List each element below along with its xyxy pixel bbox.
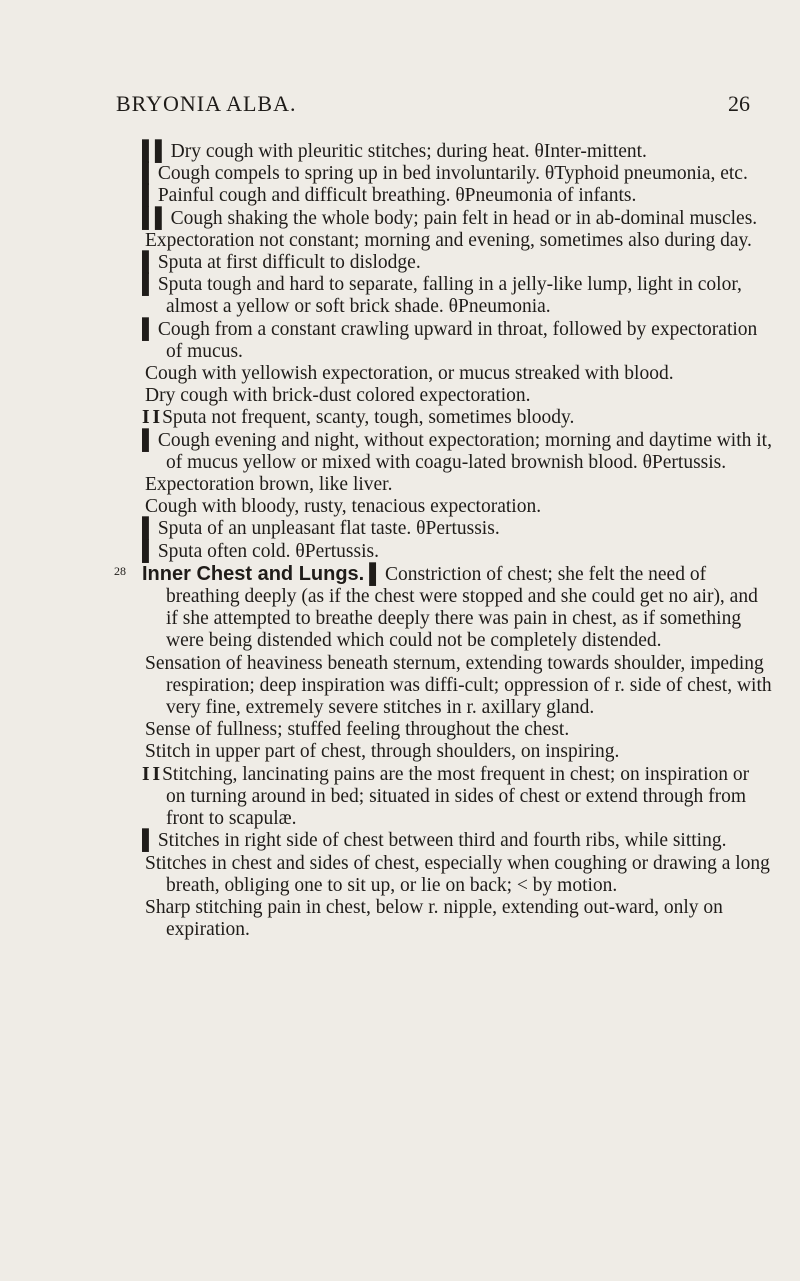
grade-marker: ▌ <box>369 563 382 585</box>
page-body <box>114 141 772 941</box>
symptom-entry <box>142 853 772 897</box>
section-number: 28 <box>114 563 126 578</box>
symptom-text: Expectoration brown, like liver. <box>145 474 393 496</box>
symptom-text: Sharp stitching pain in chest, below r. nipple, extending out-ward, only on expiration. <box>145 896 723 941</box>
grade-marker: ▌ <box>142 518 155 540</box>
symptom-entry <box>142 830 772 852</box>
symptom-entry <box>142 141 772 163</box>
symptom-text: Sputa tough and hard to separate, falling in a jelly-like lump, light in color, almost a yellow or soft brick shade. θPneumonia. <box>157 274 742 318</box>
symptom-entry <box>142 319 772 363</box>
section-heading: Inner Chest and Lungs. <box>142 562 365 585</box>
grade-marker: ▌ <box>142 830 155 852</box>
section-first-entry <box>142 563 772 653</box>
symptom-text: Cough with yellowish expectoration, or mucus streaked with blood. <box>145 363 674 385</box>
running-head-title: BRYONIA ALBA. <box>116 91 297 116</box>
symptom-entry <box>142 474 772 496</box>
grade-marker: I I <box>142 407 160 429</box>
grade-marker: ▌ <box>142 185 155 207</box>
symptom-text: Sputa often cold. θPertussis. <box>157 540 379 562</box>
symptom-text: Painful cough and difficult breathing. θPneumonia of infants. <box>157 185 637 207</box>
symptom-text: Cough with bloody, rusty, tenacious expectoration. <box>145 496 542 518</box>
grade-marker: ▌ <box>142 429 155 451</box>
grade-marker: ▌ <box>142 252 155 274</box>
symptom-text: Sense of fullness; stuffed feeling throughout the chest. <box>145 719 570 741</box>
grade-marker: ▌▌ <box>142 207 168 229</box>
grade-marker: ▌ <box>142 318 155 340</box>
symptom-entry <box>142 653 772 720</box>
symptom-entry <box>142 719 772 741</box>
symptom-entry <box>142 274 772 318</box>
symptom-text: Expectoration not constant; morning and evening, sometimes also during day. <box>145 229 752 251</box>
grade-marker: ▌ <box>142 274 155 296</box>
grade-marker: ▌▌ <box>142 141 168 162</box>
symptom-text: Cough shaking the whole body; pain felt in head or in ab-dominal muscles. <box>170 207 758 229</box>
symptom-entry <box>142 363 772 385</box>
symptom-entry <box>142 496 772 518</box>
symptom-text: Stitches in right side of chest between third and fourth ribs, while sitting. <box>157 830 727 852</box>
symptom-text: Dry cough with brick-dust colored expectoration. <box>145 385 531 407</box>
symptom-entry <box>142 230 772 252</box>
symptom-entry <box>142 764 772 831</box>
page-number: 26 <box>728 91 750 116</box>
symptom-entry <box>142 518 772 540</box>
symptom-text: Stitches in chest and sides of chest, especially when coughing or drawing a long breath, obliging one to sit up, or lie on back; < by motion. <box>145 852 770 896</box>
symptom-text: Sputa of an unpleasant flat taste. θPertussis. <box>157 518 500 540</box>
symptom-entry <box>142 541 772 563</box>
symptom-text: Sensation of heaviness beneath sternum, extending towards shoulder, impeding respiration; deep inspiration was diffi-cult; oppression of r. side of chest, with very fine, extremely severe stitches in r. axillary gland. <box>145 652 772 719</box>
section-inner-chest <box>114 562 772 653</box>
grade-marker: I I <box>142 763 160 785</box>
symptom-text: Dry cough with pleuritic stitches; during heat. θInter-mittent. <box>170 141 647 162</box>
symptom-text: Cough compels to spring up in bed involuntarily. θTyphoid pneumonia, etc. <box>157 163 748 185</box>
symptom-text: Stitch in upper part of chest, through shoulders, on inspiring. <box>145 741 620 763</box>
symptom-text: Constriction of chest; she felt the need of breathing deeply (as if the chest were stopped and she could get no air), and if she attempted to breathe deeply there was pain in chest, as if something were being distended which could not be completely distended. <box>166 563 758 652</box>
symptom-text: Cough evening and night, without expectoration; morning and daytime with it, of mucus yellow or mixed with coagu-lated brownish blood. θPertussis. <box>157 429 772 473</box>
symptom-entry <box>142 407 772 429</box>
symptom-entry <box>142 897 772 941</box>
grade-marker: ▌ <box>142 163 155 185</box>
symptom-entry <box>142 252 772 274</box>
symptom-entry <box>142 208 772 230</box>
symptom-entry <box>142 430 772 474</box>
symptom-entry <box>142 185 772 207</box>
symptom-entry <box>142 163 772 185</box>
symptom-text: Sputa at first difficult to dislodge. <box>157 252 421 274</box>
symptom-entry <box>142 741 772 763</box>
symptom-text: Sputa not frequent, scanty, tough, sometimes bloody. <box>162 407 575 429</box>
symptom-text: Cough from a constant crawling upward in throat, followed by expectoration of mucus. <box>157 318 758 362</box>
grade-marker: ▌ <box>142 540 155 562</box>
symptom-text: Stitching, lancinating pains are the most frequent in chest; on inspiration or on turning around in bed; situated in sides of chest or extend through from front to scapulæ. <box>162 763 750 830</box>
symptom-entry <box>142 385 772 407</box>
